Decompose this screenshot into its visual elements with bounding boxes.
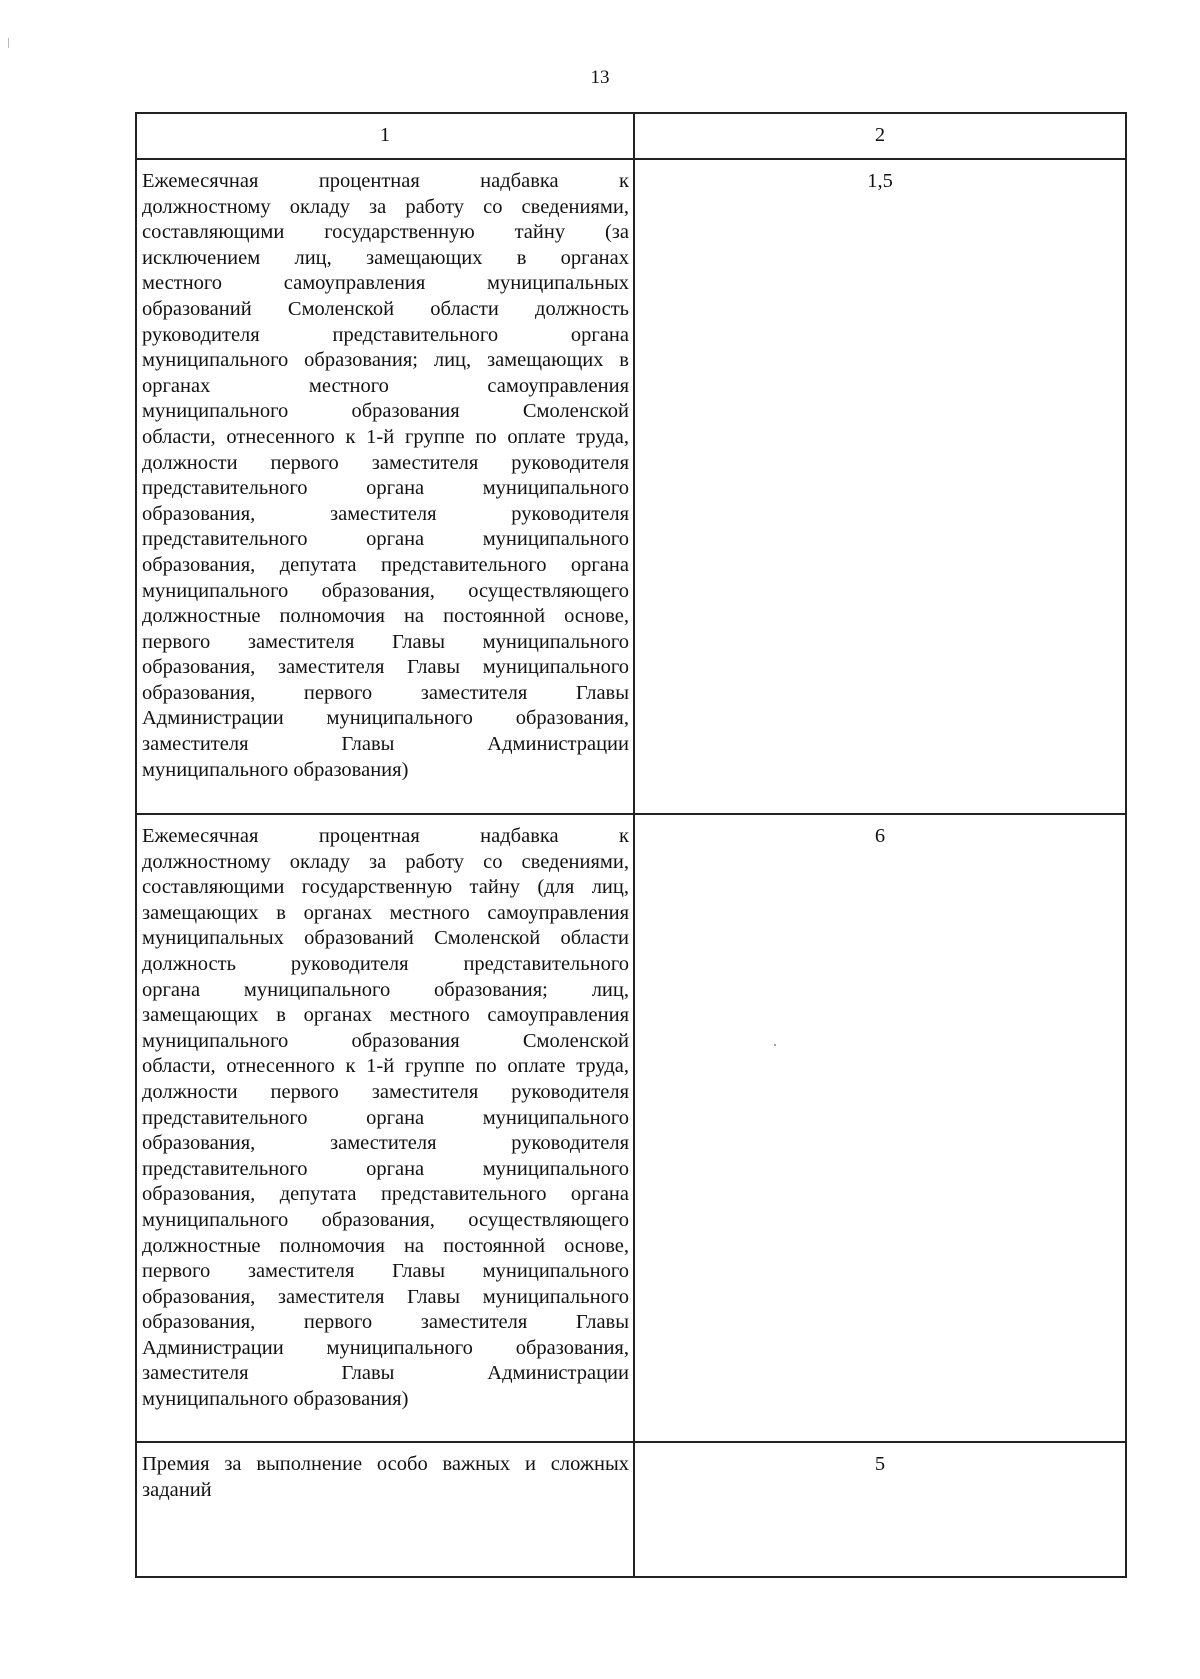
description-line: образования, депутата представительного органа [142,1183,629,1206]
allowances-table [135,112,1127,1578]
description-line: заместителя Главы Администрации [142,1362,629,1385]
description-line: образования, заместителя Главы муниципального [142,1285,629,1308]
row-value: 1,5 [634,159,1126,814]
description-line: должность руководителя представительного [142,952,629,975]
description-line: представительного органа муниципального [142,1157,629,1180]
description-line: руководителя представительного органа [142,323,629,346]
description-line: должностные полномочия на постоянной основе, [142,1234,629,1257]
description-line: муниципального образования) [142,1388,409,1411]
description-line: исключением лиц, замещающих в органах [142,246,629,269]
description-line: Администрации муниципального образования, [142,1336,629,1359]
row-description [136,1442,634,1577]
description-line: Ежемесячная процентная надбавка к [142,825,629,847]
row-value: 5 [634,1442,1126,1577]
description-line: первого заместителя Главы муниципального [142,630,629,653]
description-line: должности первого заместителя руководителя [142,451,629,474]
description-line: муниципального образования; лиц, замещающих в [142,349,629,372]
description-line: Ежемесячная процентная надбавка к [142,170,629,192]
description-line: заместителя Главы Администрации [142,733,629,756]
description-line: муниципального образования Смоленской [142,400,629,423]
description-line: образования, первого заместителя Главы [142,1311,629,1334]
description-line: представительного органа муниципального [142,1106,629,1129]
description-line: Администрации муниципального образования, [142,707,629,730]
description-line: муниципального образования Смоленской [142,1029,629,1052]
description-line: представительного органа муниципального [142,528,629,551]
description-line: образований Смоленской области должность [142,297,629,320]
description-line: должностному окладу за работу со сведениями, [142,195,629,218]
table-header-row [136,113,1126,159]
table-row [136,814,1126,1442]
description-line: составляющими государственную тайну (для лиц, [142,876,629,899]
description-line: области, отнесенного к 1-й группе по оплате труда, [142,1055,629,1078]
description-line: первого заместителя Главы муниципального [142,1260,629,1283]
description-line: муниципальных образований Смоленской области [142,927,629,950]
description-line: представительного органа муниципального [142,477,629,500]
scan-speck [774,1044,776,1046]
description-line: должности первого заместителя руководителя [142,1080,629,1103]
row-value: 6 [634,814,1126,1442]
description-line: образования, депутата представительного органа [142,553,629,576]
scan-margin-mark [8,38,9,48]
column-header-1: 1 [136,113,634,159]
description-line: муниципального образования) [142,758,409,781]
description-line: Премия за выполнение особо важных и сложных [142,1453,629,1475]
description-line: органа муниципального образования; лиц, [142,978,629,1001]
description-line: составляющими государственную тайну (за [142,221,629,244]
column-header-2: 2 [634,113,1126,159]
description-line: замещающих в органах местного самоуправления [142,901,629,924]
description-line: муниципального образования, осуществляющего [142,579,629,602]
page-number: 13 [590,67,610,88]
description-line: должностные полномочия на постоянной основе, [142,605,629,628]
description-line: местного самоуправления муниципальных [142,272,629,295]
row-description [136,814,634,1442]
description-line: органах местного самоуправления [142,374,629,397]
row-description [136,159,634,814]
description-line: заданий [142,1478,212,1501]
description-line: области, отнесенного к 1-й группе по оплате труда, [142,425,629,448]
description-line: образования, заместителя руководителя [142,502,629,525]
description-line: образования, заместителя руководителя [142,1132,629,1155]
description-line: должностному окладу за работу со сведениями, [142,850,629,873]
description-line: муниципального образования, осуществляющего [142,1208,629,1231]
description-line: замещающих в органах местного самоуправления [142,1004,629,1027]
description-line: образования, первого заместителя Главы [142,681,629,704]
table-row [136,159,1126,814]
table-row [136,1442,1126,1577]
description-line: образования, заместителя Главы муниципального [142,656,629,679]
